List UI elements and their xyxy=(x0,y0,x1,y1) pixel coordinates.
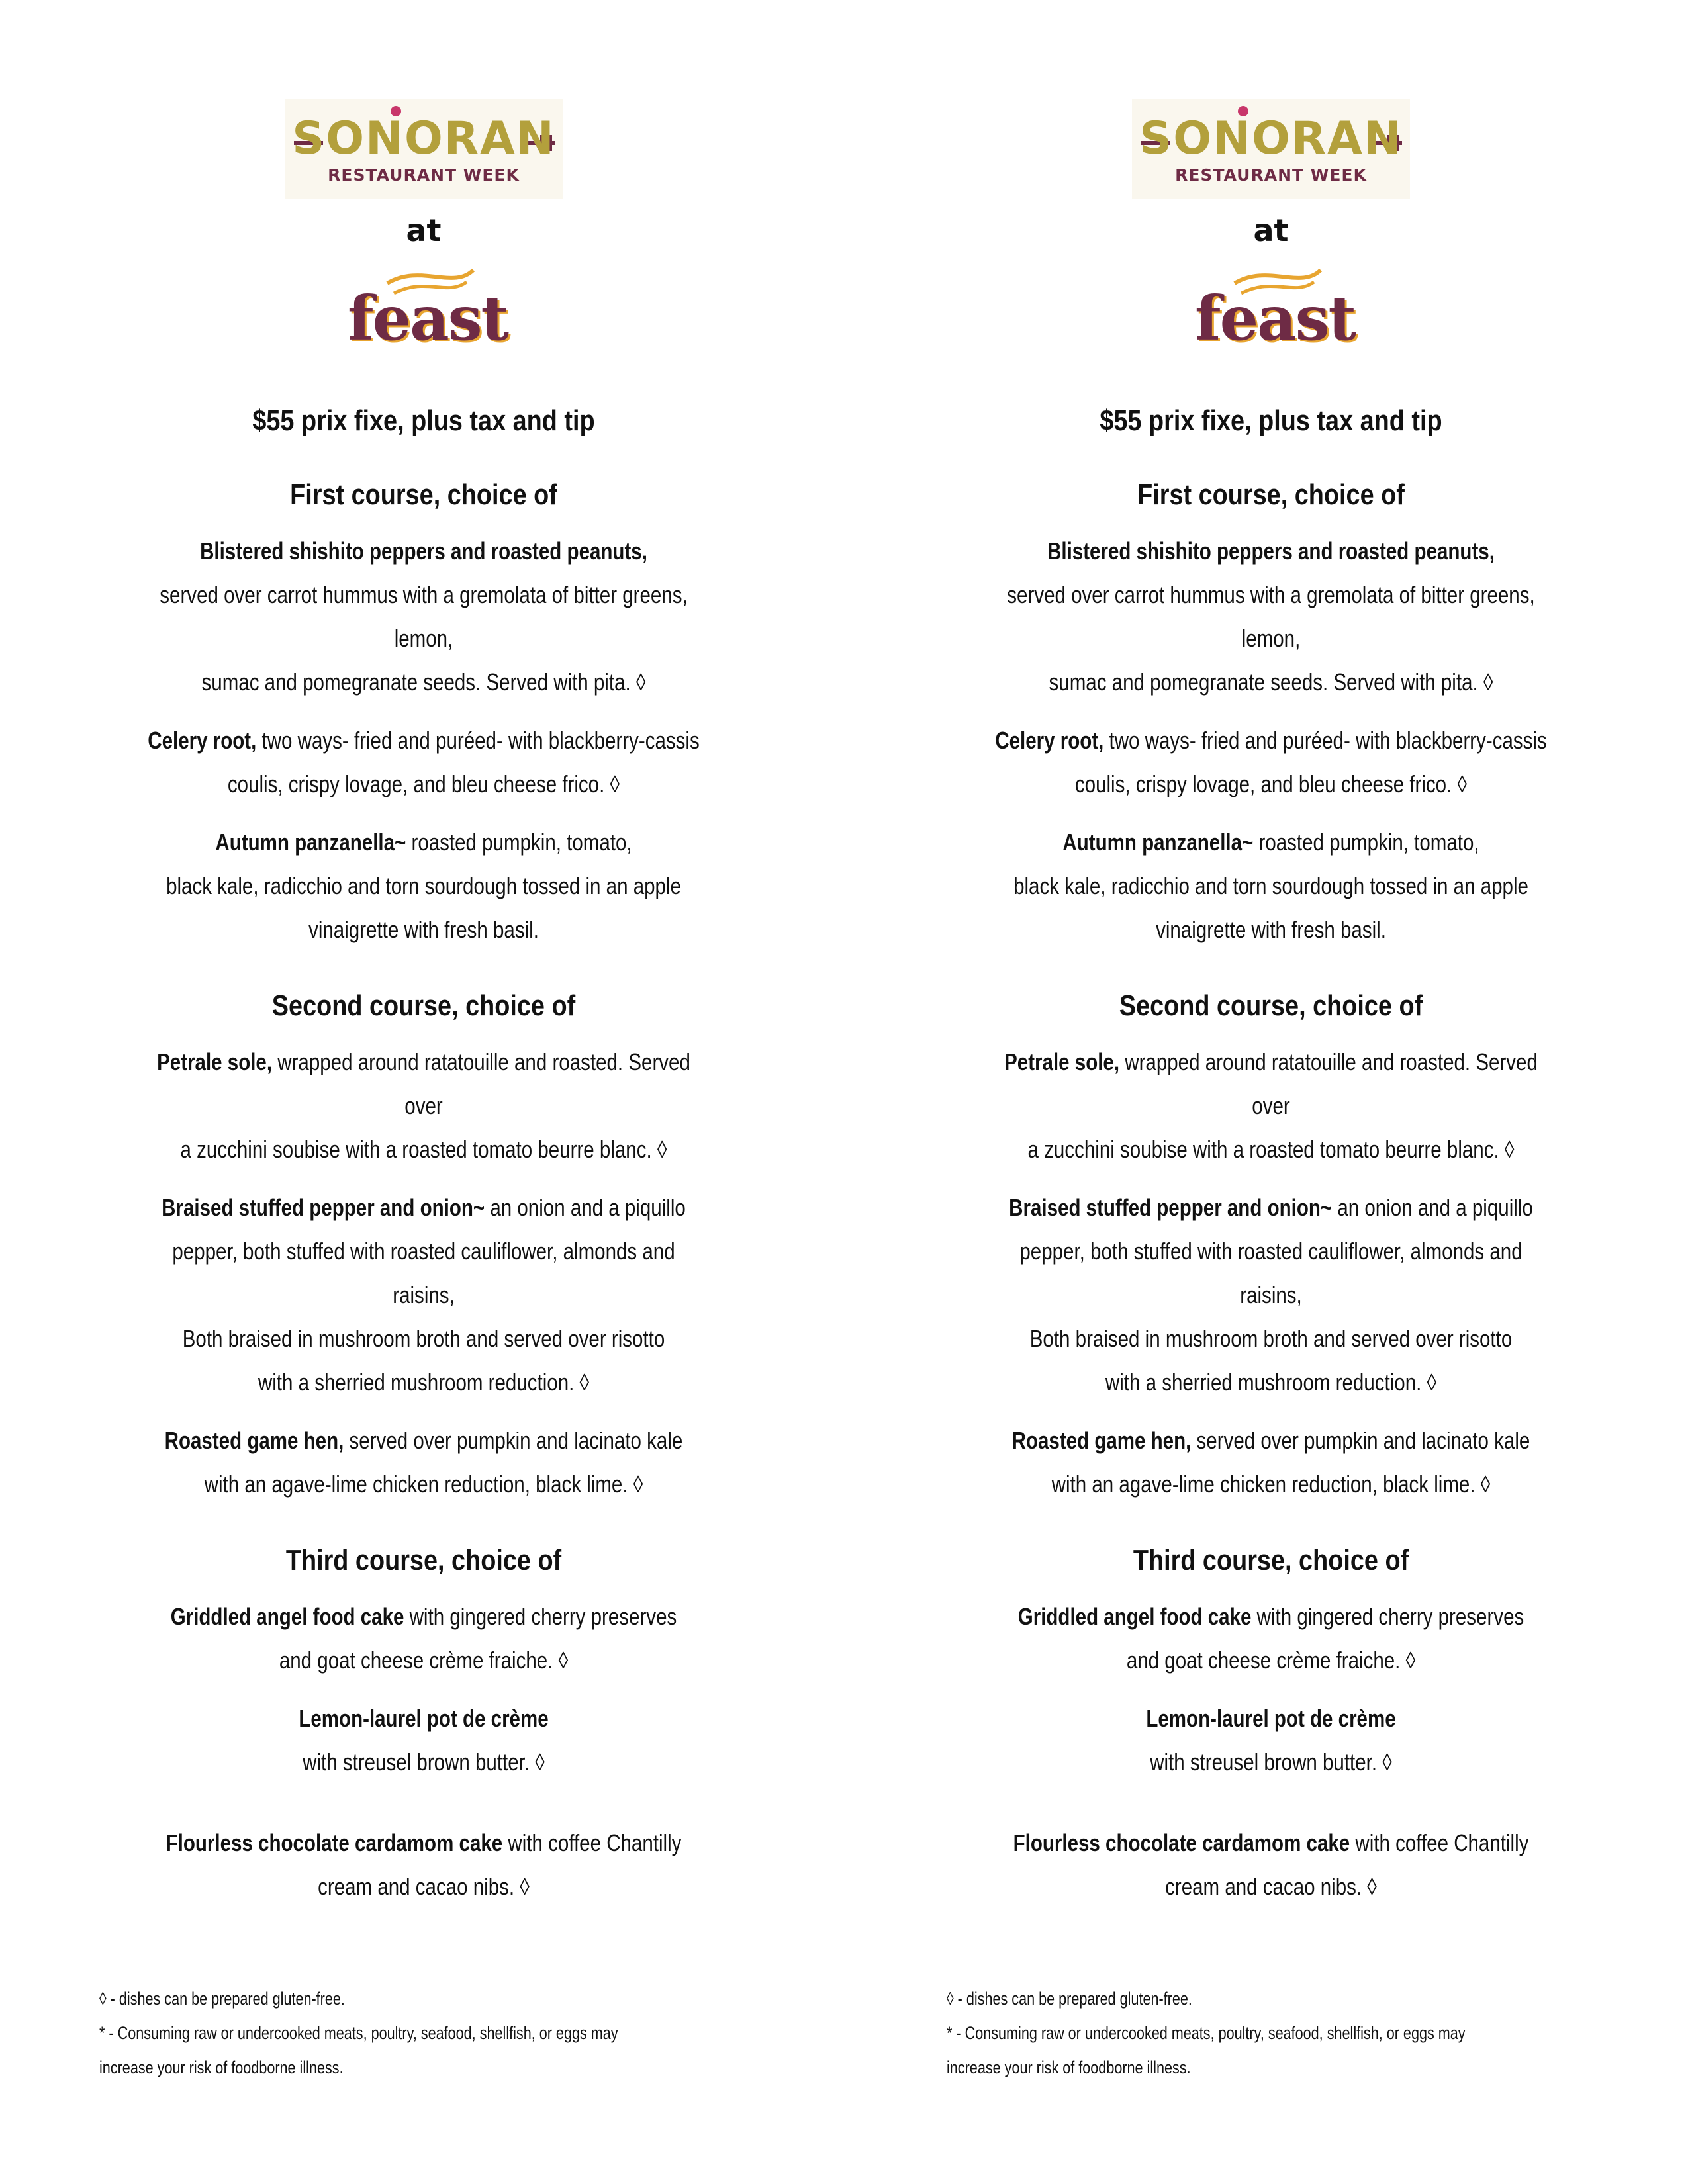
dish-description: vinaigrette with fresh basil. xyxy=(1156,916,1386,943)
dish-name: Flourless chocolate cardamom cake xyxy=(1013,1829,1350,1856)
at-connector: at xyxy=(406,212,442,248)
dish-name: Braised stuffed pepper and onion~ xyxy=(162,1194,485,1221)
feast-wordmark: feast xyxy=(1195,283,1356,354)
dish-description: sumac and pomegranate seeds. Served with pita. ◊ xyxy=(201,668,646,696)
dish-name: Braised stuffed pepper and onion~ xyxy=(1009,1194,1333,1221)
dish-description: with streusel brown butter. ◊ xyxy=(303,1749,545,1776)
dish-item xyxy=(147,1697,700,1784)
dish-item xyxy=(147,529,700,704)
dish-name: Petrale sole, xyxy=(1004,1048,1120,1075)
dish-description: with streusel brown butter. ◊ xyxy=(1150,1749,1392,1776)
dish-description: and goat cheese crème fraiche. ◊ xyxy=(1126,1647,1416,1674)
dish-description: Both braised in mushroom broth and served over risotto xyxy=(182,1325,665,1352)
gluten-free-note: ◊ - dishes can be prepared gluten-free. xyxy=(947,1989,1192,2009)
dish-description: a zucchini soubise with a roasted tomato beurre blanc. ◊ xyxy=(180,1136,667,1163)
dish-description: coulis, crispy lovage, and bleu cheese frico. ◊ xyxy=(1074,770,1468,797)
dish-item xyxy=(994,1595,1548,1682)
dish-description: black kale, radicchio and torn sourdough tossed in an apple xyxy=(166,872,681,899)
dish-description: vinaigrette with fresh basil. xyxy=(308,916,539,943)
raw-food-warning: * - Consuming raw or undercooked meats, poultry, seafood, shellfish, or eggs may xyxy=(99,2023,618,2043)
course-title-first: First course, choice of xyxy=(290,478,557,511)
dish-description: and goat cheese crème fraiche. ◊ xyxy=(279,1647,569,1674)
dish-name: Blistered shishito peppers and roasted peanuts, xyxy=(200,537,647,565)
dish-description: roasted pumpkin, tomato, xyxy=(1253,829,1479,856)
dish-item xyxy=(147,1040,700,1171)
dish-description: two ways- fried and puréed- with blackberry-cassis xyxy=(256,727,700,754)
dish-name: Flourless chocolate cardamom cake xyxy=(165,1829,503,1856)
dish-name: Griddled angel food cake xyxy=(170,1603,404,1630)
dish-description: two ways- fried and puréed- with blackberry-cassis xyxy=(1103,727,1547,754)
gluten-free-note: ◊ - dishes can be prepared gluten-free. xyxy=(99,1989,345,2009)
footnotes xyxy=(947,1981,1476,2085)
dish-description: coulis, crispy lovage, and bleu cheese frico. ◊ xyxy=(227,770,620,797)
feast-logo xyxy=(348,257,508,363)
restaurant-week-subtitle: RESTAURANT WEEK xyxy=(1175,165,1367,185)
dish-description: with coffee Chantilly xyxy=(502,1829,682,1856)
sonoran-wordmark: SONORAN xyxy=(292,113,555,165)
feast-logo xyxy=(1195,257,1356,363)
dish-description: served over pumpkin and lacinato kale xyxy=(1191,1427,1530,1454)
course-title-second: Second course, choice of xyxy=(1119,989,1423,1022)
menu-left xyxy=(86,99,761,2085)
dish-name: Griddled angel food cake xyxy=(1017,1603,1252,1630)
menu-right xyxy=(933,99,1609,2085)
dish-item xyxy=(994,1821,1548,1909)
dish-description: with an agave-lime chicken reduction, black lime. ◊ xyxy=(1051,1471,1491,1498)
sonoran-restaurant-week-logo xyxy=(285,99,563,199)
dish-description: Both braised in mushroom broth and served over risotto xyxy=(1029,1325,1513,1352)
dish-name: Lemon-laurel pot de crème xyxy=(299,1705,549,1732)
dish-item xyxy=(147,1186,700,1404)
dish-description: sumac and pomegranate seeds. Served with pita. ◊ xyxy=(1049,668,1493,696)
price-line: $55 prix fixe, plus tax and tip xyxy=(1100,404,1442,437)
dish-description: served over pumpkin and lacinato kale xyxy=(344,1427,683,1454)
dish-description: with gingered cherry preserves xyxy=(1251,1603,1524,1630)
restaurant-week-subtitle: RESTAURANT WEEK xyxy=(328,165,520,185)
dish-item xyxy=(147,1821,700,1909)
dish-description: wrapped around ratatouille and roasted. Served over xyxy=(272,1048,690,1119)
price-line: $55 prix fixe, plus tax and tip xyxy=(252,404,595,437)
dish-description: wrapped around ratatouille and roasted. Served over xyxy=(1119,1048,1538,1119)
raw-food-warning-cont: increase your risk of foodborne illness. xyxy=(99,2058,344,2077)
course-title-first: First course, choice of xyxy=(1137,478,1405,511)
feast-wordmark: feast xyxy=(348,283,508,354)
dish-description: with coffee Chantilly xyxy=(1350,1829,1529,1856)
dish-description: pepper, both stuffed with roasted cauliflower, almonds and raisins, xyxy=(1019,1238,1523,1308)
dish-description: with an agave-lime chicken reduction, black lime. ◊ xyxy=(204,1471,643,1498)
dish-item xyxy=(147,821,700,952)
dish-description: pepper, both stuffed with roasted cauliflower, almonds and raisins, xyxy=(172,1238,675,1308)
sonoran-wordmark: SONORAN xyxy=(1139,113,1403,165)
dish-description: a zucchini soubise with a roasted tomato beurre blanc. ◊ xyxy=(1027,1136,1515,1163)
dish-description: cream and cacao nibs. ◊ xyxy=(1165,1873,1377,1900)
dish-item xyxy=(147,1419,700,1506)
dish-name: Celery root, xyxy=(995,727,1104,754)
dish-item xyxy=(147,719,700,806)
dish-item xyxy=(147,1595,700,1682)
dish-description: served over carrot hummus with a gremolata of bitter greens, lemon, xyxy=(1007,581,1535,652)
dish-description: served over carrot hummus with a gremolata of bitter greens, lemon, xyxy=(160,581,688,652)
dish-description: an onion and a piquillo xyxy=(485,1194,686,1221)
course-title-third: Third course, choice of xyxy=(1133,1544,1409,1576)
dish-description: with a sherried mushroom reduction. ◊ xyxy=(1105,1369,1437,1396)
dish-item xyxy=(994,719,1548,806)
raw-food-warning: * - Consuming raw or undercooked meats, poultry, seafood, shellfish, or eggs may xyxy=(947,2023,1466,2043)
dish-item xyxy=(994,1419,1548,1506)
course-title-third: Third course, choice of xyxy=(285,1544,562,1576)
dish-description: roasted pumpkin, tomato, xyxy=(406,829,632,856)
dish-name: Roasted game hen, xyxy=(164,1427,344,1454)
dish-name: Autumn panzanella~ xyxy=(215,829,406,856)
dish-description: cream and cacao nibs. ◊ xyxy=(318,1873,530,1900)
dish-item xyxy=(994,529,1548,704)
dish-item xyxy=(994,1697,1548,1784)
dish-item xyxy=(994,1040,1548,1171)
dish-name: Petrale sole, xyxy=(157,1048,273,1075)
dish-description: with a sherried mushroom reduction. ◊ xyxy=(258,1369,590,1396)
dish-description: with gingered cherry preserves xyxy=(404,1603,677,1630)
dish-description: an onion and a piquillo xyxy=(1332,1194,1533,1221)
at-connector: at xyxy=(1253,212,1289,248)
dish-name: Celery root, xyxy=(148,727,257,754)
dish-name: Blistered shishito peppers and roasted peanuts, xyxy=(1047,537,1495,565)
dish-name: Roasted game hen, xyxy=(1011,1427,1192,1454)
course-title-second: Second course, choice of xyxy=(271,989,576,1022)
sonoran-restaurant-week-logo xyxy=(1132,99,1410,199)
dish-item xyxy=(994,1186,1548,1404)
dish-item xyxy=(994,821,1548,952)
raw-food-warning-cont: increase your risk of foodborne illness. xyxy=(947,2058,1191,2077)
dish-name: Lemon-laurel pot de crème xyxy=(1146,1705,1396,1732)
footnotes xyxy=(99,1981,629,2085)
dish-name: Autumn panzanella~ xyxy=(1062,829,1254,856)
dish-description: black kale, radicchio and torn sourdough tossed in an apple xyxy=(1013,872,1528,899)
